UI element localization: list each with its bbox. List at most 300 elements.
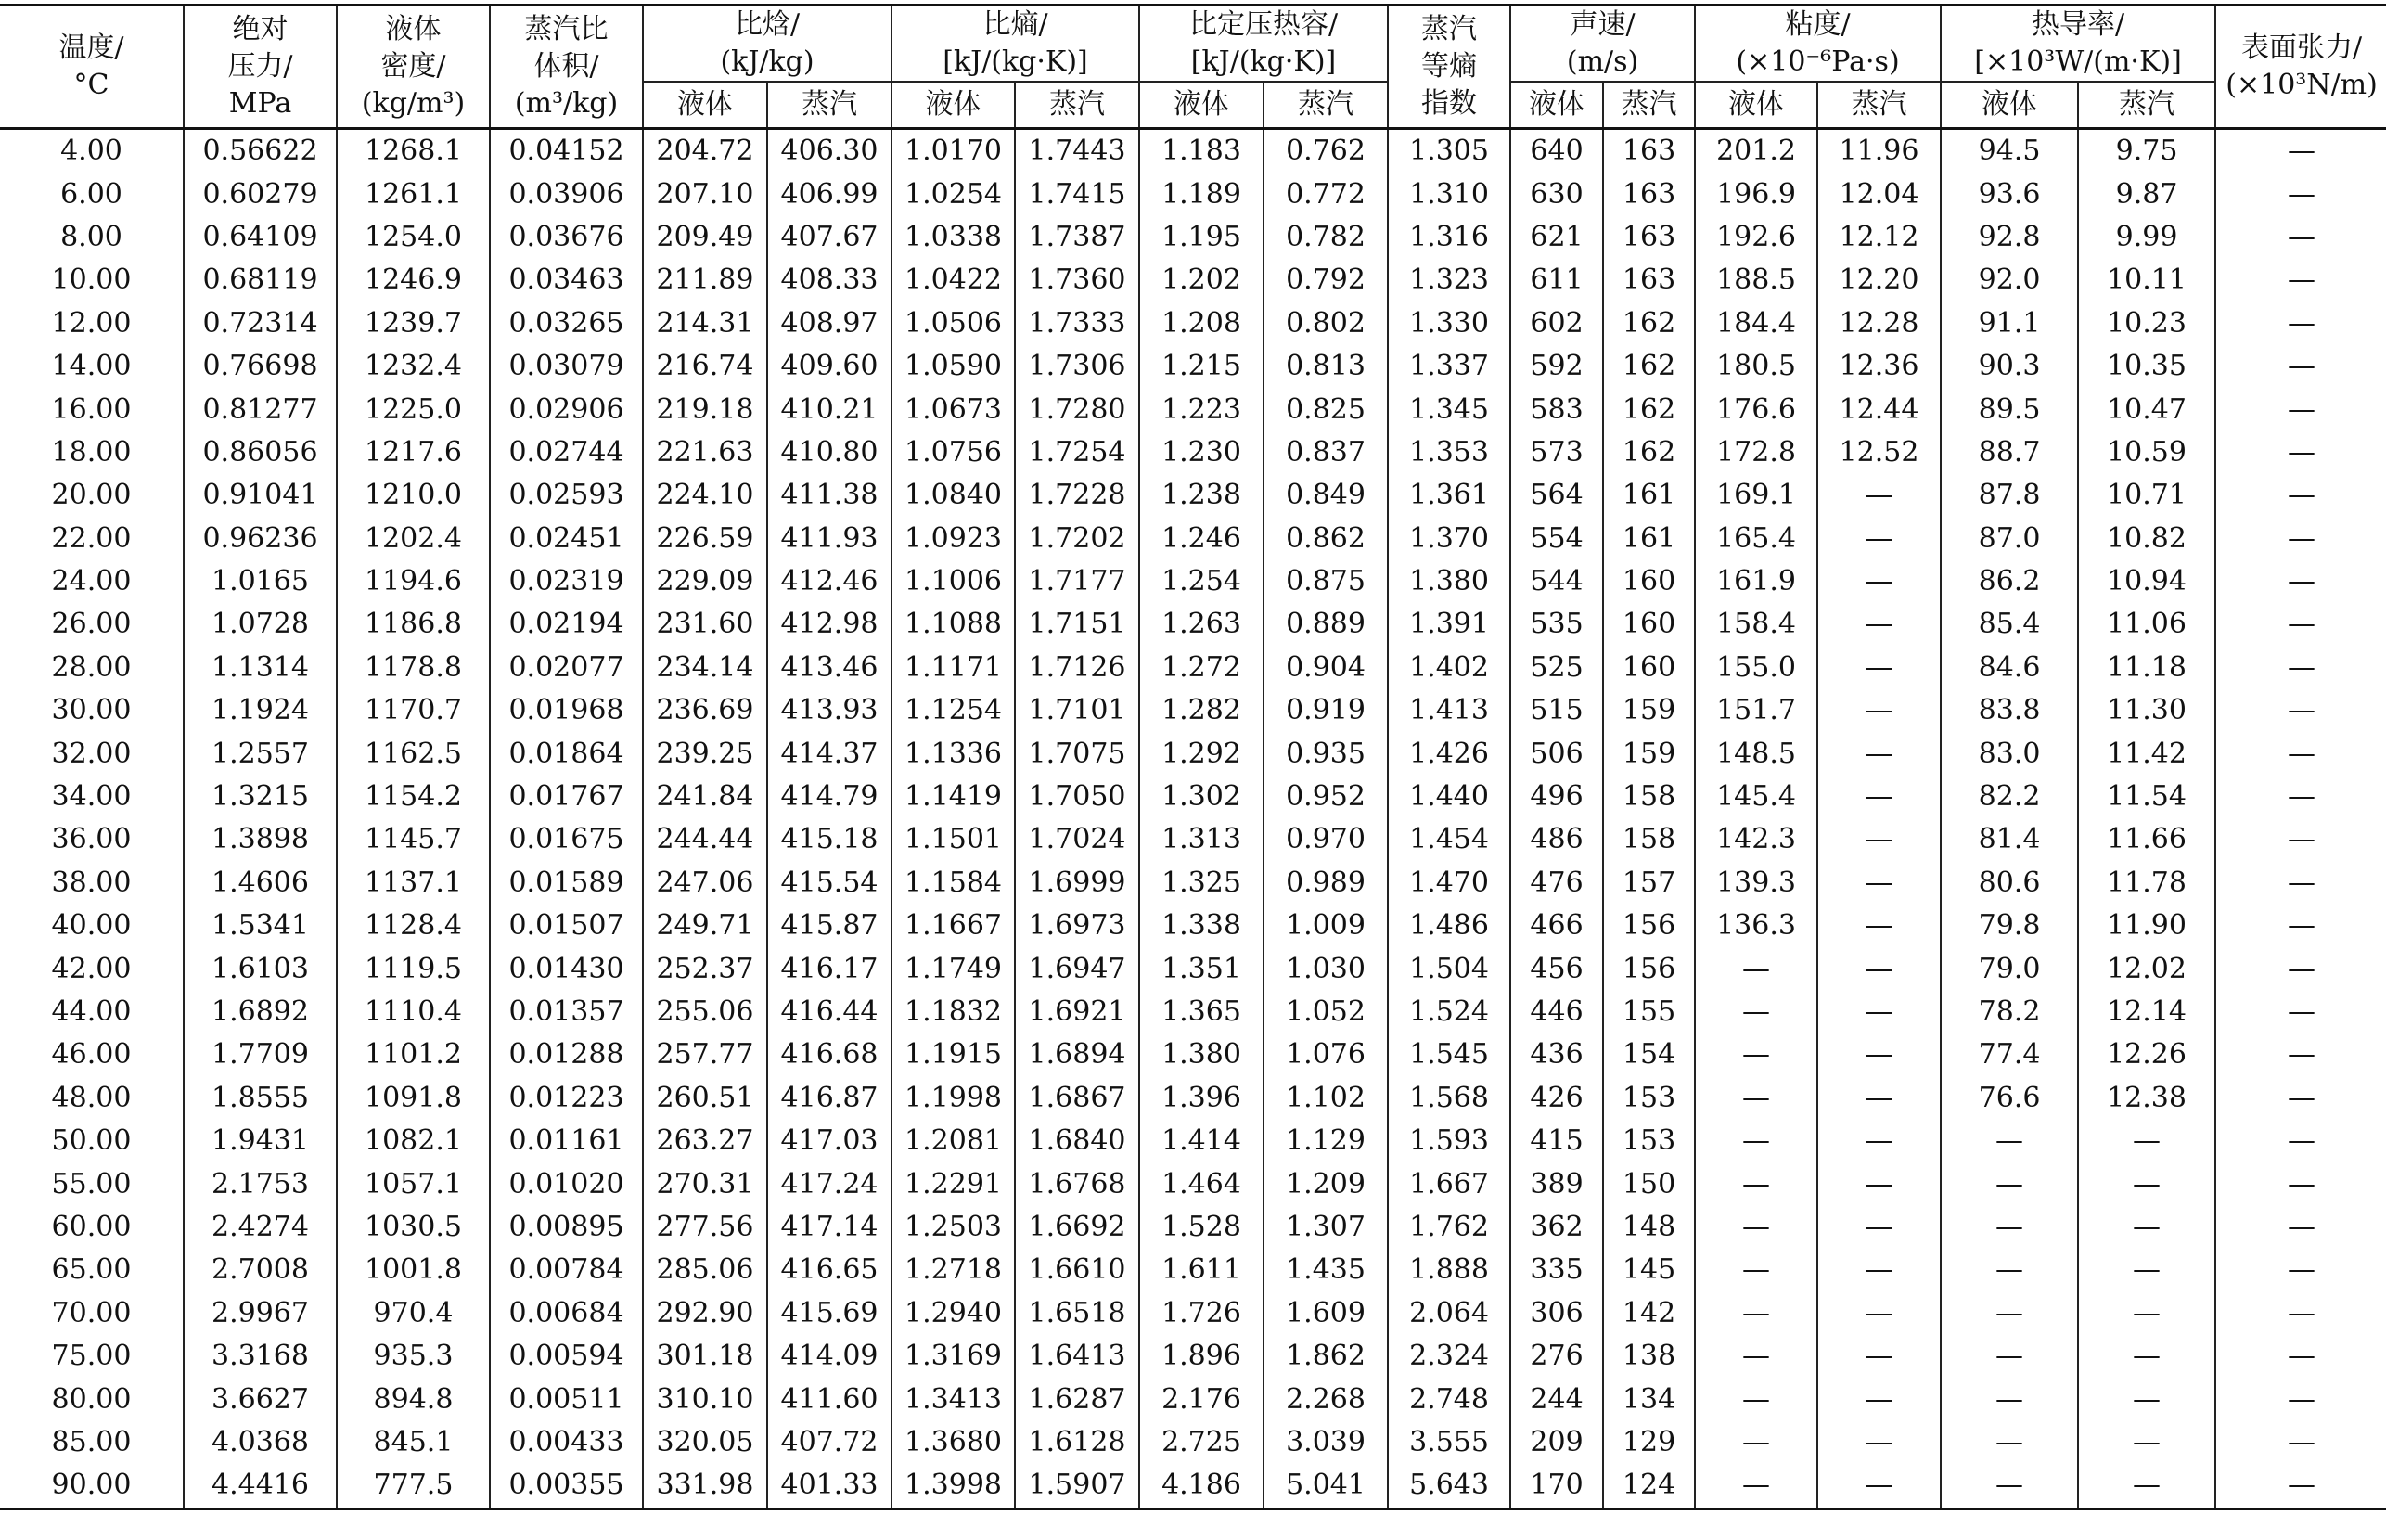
table-cell: — [1817,1206,1941,1249]
table-cell: 11.90 [2078,905,2215,947]
table-cell: 0.56622 [184,129,337,173]
table-cell: 1.7709 [184,1033,337,1076]
table-cell: 411.93 [767,518,892,560]
table-cell: — [2078,1120,2215,1162]
subheader-liquid: 液体 [1139,82,1264,129]
table-cell: 9.99 [2078,216,2215,259]
table-cell: 0.02451 [490,518,643,560]
table-cell: 5.643 [1388,1464,1510,1508]
table-row [0,1378,2386,1420]
table-cell: 162 [1603,302,1695,345]
table-cell: 407.72 [767,1421,892,1464]
table-cell: 1246.9 [337,259,490,302]
table-cell: 139.3 [1695,862,1817,905]
table-cell: 1.862 [1264,1335,1388,1378]
table-cell: 0.849 [1264,474,1388,517]
table-cell: 14.00 [0,345,184,388]
table-cell: 70.00 [0,1292,184,1335]
table-cell: 1.052 [1264,991,1388,1033]
table-cell: 1.6894 [1015,1033,1139,1076]
table-cell: 1.102 [1264,1077,1388,1120]
table-cell: 1.486 [1388,905,1510,947]
table-cell: 221.63 [643,431,767,474]
table-cell: 0.862 [1264,518,1388,560]
table-cell: 85.4 [1941,603,2078,646]
table-cell: — [2288,220,2316,253]
table-cell: 239.25 [643,732,767,775]
table-cell: 1.593 [1388,1120,1510,1162]
table-row [0,1335,2386,1378]
table-cell: 408.33 [767,259,892,302]
table-row [0,776,2386,818]
table-cell: 1057.1 [337,1162,490,1205]
table-cell: 1.545 [1388,1033,1510,1076]
table-cell: 163 [1603,173,1695,215]
table-cell: 1030.5 [337,1206,490,1249]
table-cell: 1.1749 [892,947,1015,990]
table-cell: 415.69 [767,1292,892,1335]
table-cell: — [1695,1292,1817,1335]
table-cell: 0.02593 [490,474,643,517]
table-cell: 12.28 [1817,302,1941,345]
table-cell: 1.6947 [1015,947,1139,990]
table-cell: 201.2 [1695,129,1817,173]
table-cell: 1.7202 [1015,518,1139,560]
table-cell: 1.1667 [892,905,1015,947]
table-row [0,689,2386,732]
table-cell: 3.555 [1388,1421,1510,1464]
table-cell: — [2288,1210,2316,1243]
table-cell: — [1817,947,1941,990]
table-cell: 224.10 [643,474,767,517]
table-cell: 55.00 [0,1162,184,1205]
table-cell: 1.7228 [1015,474,1139,517]
table-row [0,173,2386,215]
table-cell: 414.79 [767,776,892,818]
table-cell: 1.1254 [892,689,1015,732]
table-cell: 411.38 [767,474,892,517]
subheader-liquid: 液体 [643,82,767,129]
table-cell: 4.00 [0,129,184,173]
table-cell: 1.337 [1388,345,1510,388]
table-cell: 158 [1603,776,1695,818]
table-cell: — [2288,263,2316,297]
table-cell: 1.2940 [892,1292,1015,1335]
table-cell: 83.8 [1941,689,2078,732]
table-cell: 0.01430 [490,947,643,990]
table-cell: — [2288,952,2316,985]
table-cell: 148 [1603,1206,1695,1249]
table-cell: — [2288,1081,2316,1114]
table-cell: — [1695,1162,1817,1205]
table-cell: 0.802 [1264,302,1388,345]
table-cell: 244.44 [643,818,767,861]
table-cell: 640 [1510,129,1603,173]
table-cell: 1.282 [1139,689,1264,732]
table-cell: 486 [1510,818,1603,861]
table-cell: 1091.8 [337,1077,490,1120]
table-cell: 407.67 [767,216,892,259]
table-cell: 142.3 [1695,818,1817,861]
table-cell: — [2288,1425,2316,1458]
table-cell: — [1817,560,1941,603]
table-cell: — [1817,1378,1941,1420]
table-cell: 81.4 [1941,818,2078,861]
table-cell: 1.7306 [1015,345,1139,388]
table-cell: 1254.0 [337,216,490,259]
table-row [0,431,2386,474]
table-cell: 162 [1603,431,1695,474]
table-cell: 192.6 [1695,216,1817,259]
table-cell: 0.02077 [490,647,643,689]
table-cell: 78.2 [1941,991,2078,1033]
table-cell: 1.4606 [184,862,337,905]
table-cell: — [1817,732,1941,775]
table-cell: 1.464 [1139,1162,1264,1205]
table-cell: — [1817,818,1941,861]
subheader-liquid: 液体 [1510,82,1603,129]
table-row [0,474,2386,517]
table-cell: 1.263 [1139,603,1264,646]
table-cell: 1.7443 [1015,129,1139,173]
table-cell: — [1817,776,1941,818]
table-cell: 1.667 [1388,1162,1510,1205]
table-cell: 158.4 [1695,603,1817,646]
table-cell: 0.02744 [490,431,643,474]
table-cell: 270.31 [643,1162,767,1205]
table-cell: — [1695,1335,1817,1378]
table-cell: 1.0756 [892,431,1015,474]
table-cell: 310.10 [643,1378,767,1420]
table-cell: — [2288,1167,2316,1200]
table-cell: 163 [1603,129,1695,173]
table-cell: 11.42 [2078,732,2215,775]
table-cell: 145 [1603,1249,1695,1291]
table-cell: 1.6103 [184,947,337,990]
table-cell: 1.0254 [892,173,1015,215]
table-cell: 1.1584 [892,862,1015,905]
table-cell: 1101.2 [337,1033,490,1076]
table-cell: 1.1314 [184,647,337,689]
table-cell: 161 [1603,518,1695,560]
table-cell: 0.00784 [490,1249,643,1291]
table-cell: 79.8 [1941,905,2078,947]
subheader-liquid: 液体 [892,82,1015,129]
table-cell: 320.05 [643,1421,767,1464]
table-cell: 1.223 [1139,388,1264,430]
table-cell: 84.6 [1941,647,2078,689]
table-cell: — [1941,1464,2078,1508]
table-cell: 1.1419 [892,776,1015,818]
table-cell: 1.1924 [184,689,337,732]
table-cell: — [1941,1378,2078,1420]
table-cell: 145.4 [1695,776,1817,818]
table-cell: 12.02 [2078,947,2215,990]
table-cell: 11.18 [2078,647,2215,689]
table-cell: 156 [1603,947,1695,990]
table-cell: 416.68 [767,1033,892,1076]
table-cell: 0.03676 [490,216,643,259]
table-cell: 1.365 [1139,991,1264,1033]
table-cell: 18.00 [0,431,184,474]
table-cell: 48.00 [0,1077,184,1120]
table-cell: 134 [1603,1378,1695,1420]
table-cell: 1.7333 [1015,302,1139,345]
table-cell: 1.7360 [1015,259,1139,302]
table-cell: 1.6973 [1015,905,1139,947]
table-cell: 160 [1603,647,1695,689]
table-cell: — [1695,1421,1817,1464]
table-cell: 285.06 [643,1249,767,1291]
table-cell: 1.7024 [1015,818,1139,861]
table-cell: 44.00 [0,991,184,1033]
table-cell: 935.3 [337,1335,490,1378]
table-cell: 263.27 [643,1120,767,1162]
table-cell: 1.7177 [1015,560,1139,603]
table-cell: 252.37 [643,947,767,990]
table-row [0,129,2386,173]
table-cell: 184.4 [1695,302,1817,345]
table-cell: — [2078,1378,2215,1420]
table-cell: 301.18 [643,1335,767,1378]
table-cell: — [2288,866,2316,899]
table-cell: — [1695,1464,1817,1508]
table-cell: — [1941,1421,2078,1464]
table-cell: 76.6 [1941,1077,2078,1120]
table-row [0,1249,2386,1291]
table-row [0,1120,2386,1162]
table-cell: 1210.0 [337,474,490,517]
table-cell: — [2078,1162,2215,1205]
table-cell: 1.323 [1388,259,1510,302]
table-cell: 6.00 [0,173,184,215]
table-cell: 1202.4 [337,518,490,560]
table-cell: 276 [1510,1335,1603,1378]
table-cell: 1.3413 [892,1378,1015,1420]
table-cell: 1261.1 [337,173,490,215]
table-cell: 1.726 [1139,1292,1264,1335]
table-cell: 231.60 [643,603,767,646]
table-cell: 1.524 [1388,991,1510,1033]
table-row [0,862,2386,905]
table-cell: 1.7101 [1015,689,1139,732]
table-cell: 415.18 [767,818,892,861]
table-cell: 0.04152 [490,129,643,173]
table-cell: 2.176 [1139,1378,1264,1420]
table-cell: — [1817,991,1941,1033]
table-cell: — [1941,1249,2078,1291]
table-cell: 159 [1603,689,1695,732]
table-cell: 1.7280 [1015,388,1139,430]
table-cell: 417.24 [767,1162,892,1205]
table-cell: 158 [1603,818,1695,861]
table-row [0,560,2386,603]
table-cell: 0.81277 [184,388,337,430]
table-cell: 30.00 [0,689,184,732]
table-cell: 229.09 [643,560,767,603]
table-cell: 1.0590 [892,345,1015,388]
table-cell: 1186.8 [337,603,490,646]
table-cell: 10.35 [2078,345,2215,388]
table-cell: 244 [1510,1378,1603,1420]
table-row [0,603,2386,646]
table-row [0,1464,2386,1508]
table-cell: 1.1832 [892,991,1015,1033]
table-cell: 11.96 [1817,129,1941,173]
table-cell: — [1817,862,1941,905]
table-cell: 1.1006 [892,560,1015,603]
table-cell: 3.6627 [184,1378,337,1420]
table-cell: 40.00 [0,905,184,947]
table-cell: 0.96236 [184,518,337,560]
table-cell: 0.03265 [490,302,643,345]
table-cell: 10.82 [2078,518,2215,560]
table-cell: 12.36 [1817,345,1941,388]
table-cell: 154 [1603,1033,1695,1076]
table-cell: 362 [1510,1206,1603,1249]
table-row [0,388,2386,430]
table-cell: 0.01288 [490,1033,643,1076]
table-cell: 1.6287 [1015,1378,1139,1420]
table-cell: 226.59 [643,518,767,560]
table-cell: 0.782 [1264,216,1388,259]
table-cell: — [2078,1335,2215,1378]
table-cell: 416.44 [767,991,892,1033]
table-cell: 1110.4 [337,991,490,1033]
table-cell: 389 [1510,1162,1603,1205]
table-cell: 1145.7 [337,818,490,861]
table-cell: 86.2 [1941,560,2078,603]
table-cell: 1001.8 [337,1249,490,1291]
subheader-vapor: 蒸汽 [1603,82,1695,129]
table-cell: 12.14 [2078,991,2215,1033]
table-cell: 416.87 [767,1077,892,1120]
table-cell: 204.72 [643,129,767,173]
table-cell: 188.5 [1695,259,1817,302]
table-cell: 1.0923 [892,518,1015,560]
table-cell: 412.46 [767,560,892,603]
table-cell: 1.414 [1139,1120,1264,1162]
table-cell: 1.7254 [1015,431,1139,474]
table-cell: 544 [1510,560,1603,603]
table-cell: 159 [1603,732,1695,775]
table-cell: 155.0 [1695,647,1817,689]
table-cell: 1.189 [1139,173,1264,215]
table-cell: 2.7008 [184,1249,337,1291]
table-cell: 1.3998 [892,1464,1015,1508]
table-cell: 4.0368 [184,1421,337,1464]
table-row [0,947,2386,990]
table-cell: 1.076 [1264,1033,1388,1076]
table-cell: 335 [1510,1249,1603,1291]
table-cell: 211.89 [643,259,767,302]
table-cell: 1170.7 [337,689,490,732]
table-cell: 1.238 [1139,474,1264,517]
table-cell: 414.09 [767,1335,892,1378]
table-cell: — [1817,1292,1941,1335]
table-cell: 0.03906 [490,173,643,215]
table-cell: 1.1915 [892,1033,1015,1076]
table-cell: 1.254 [1139,560,1264,603]
table-cell: 1.7126 [1015,647,1139,689]
table-cell: 0.02906 [490,388,643,430]
table-cell: 12.44 [1817,388,1941,430]
table-cell: 241.84 [643,776,767,818]
table-cell: — [1941,1206,2078,1249]
table-cell: 1.380 [1388,560,1510,603]
table-cell: 1.030 [1264,947,1388,990]
table-cell: 1217.6 [337,431,490,474]
table-cell: 28.00 [0,647,184,689]
table-cell: 1.391 [1388,603,1510,646]
table-cell: 1.292 [1139,732,1264,775]
table-cell: 415.87 [767,905,892,947]
table-cell: — [2288,306,2316,340]
table-body [0,129,2386,1509]
table-cell: 426 [1510,1077,1603,1120]
table-cell: 176.6 [1695,388,1817,430]
table-cell: 1.2081 [892,1120,1015,1162]
table-cell: 1137.1 [337,862,490,905]
table-cell: 0.64109 [184,216,337,259]
table-cell: 417.03 [767,1120,892,1162]
table-cell: 0.02319 [490,560,643,603]
table-cell: 1.2557 [184,732,337,775]
table-cell: 22.00 [0,518,184,560]
header-vapor-volume: 蒸汽比 体积/ (m³/kg) [490,6,643,129]
subheader-vapor: 蒸汽 [1015,82,1139,129]
table-row [0,647,2386,689]
table-cell: 162 [1603,345,1695,388]
table-cell: 525 [1510,647,1603,689]
table-cell: 257.77 [643,1033,767,1076]
table-cell: 1.9431 [184,1120,337,1162]
table-cell: 249.71 [643,905,767,947]
table-row [0,905,2386,947]
table-cell: 1.5341 [184,905,337,947]
table-cell: 92.0 [1941,259,2078,302]
table-cell: — [1695,991,1817,1033]
header-surface-tension: 表面张力/ (×10³N/m) [2226,32,2378,101]
table-cell: 1.402 [1388,647,1510,689]
table-cell: — [2288,1253,2316,1287]
header-entropy: 比熵/ [kJ/(kg·K)] [892,6,1139,83]
table-cell: 1.0170 [892,129,1015,173]
table-cell: — [1817,1421,1941,1464]
table-cell: 573 [1510,431,1603,474]
table-row [0,732,2386,775]
table-cell: 24.00 [0,560,184,603]
table-cell: 85.00 [0,1421,184,1464]
table-cell: 87.0 [1941,518,2078,560]
table-cell: 1.307 [1264,1206,1388,1249]
table-cell: — [2288,1296,2316,1329]
table-cell: 0.01589 [490,862,643,905]
table-cell: 1.6999 [1015,862,1139,905]
table-cell: — [1695,1378,1817,1420]
table-cell: 1.609 [1264,1292,1388,1335]
table-cell: — [1941,1335,2078,1378]
table-cell: 621 [1510,216,1603,259]
table-cell: 1.230 [1139,431,1264,474]
table-cell: 476 [1510,862,1603,905]
table-cell: 165.4 [1695,518,1817,560]
table-cell: 148.5 [1695,732,1817,775]
table-cell: 1.568 [1388,1077,1510,1120]
table-cell: 0.813 [1264,345,1388,388]
table-cell: 129 [1603,1421,1695,1464]
table-cell: 277.56 [643,1206,767,1249]
